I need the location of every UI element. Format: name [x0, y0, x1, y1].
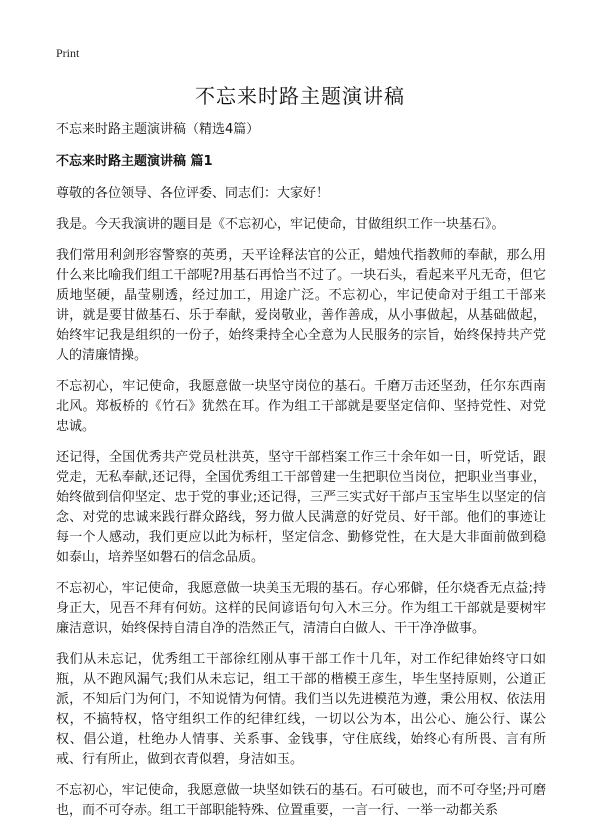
section-heading: 不忘来时路主题演讲稿 篇1: [56, 154, 213, 169]
paragraph: 还记得，全国优秀共产党员杜洪英，坚守干部档案工作三十余年如一日，听党话，跟党走，无私奉献,还记得，全国优秀组工干部曾建一生把职位当岗位，把职业当事业，始终做到信仰坚定、忠于党的事业;还记得，三严三实式好干部卢玉宝毕生以坚定的信念、对党的忠诚来践行群众路线，努力做人民满意的好党员、好干部。他们的事迹让每一个人感动，我们更应以此为标杆，坚定信念、勤修党性，在大是大非面前做到稳如泰山，培养坚如磐石的信念品质。: [56, 450, 546, 565]
paragraph: 不忘初心，牢记使命，我愿意做一块坚守岗位的基石。千磨万击还坚劲，任尔东西南北风。郑板桥的《竹石》犹然在耳。作为组工干部就是要坚定信仰、坚持党性、对党忠诚。: [56, 379, 546, 434]
paragraph: 不忘初心，牢记使命，我愿意做一块坚如铁石的基石。石可破也，而不可夺坚;丹可磨也，而不可夺赤。组工干部职能特殊、位置重要，一言一行、一举一动都关系: [56, 783, 546, 818]
paragraph: 不忘初心，牢记使命，我愿意做一块美玉无瑕的基石。存心邪僻，任尔烧香无点益;持身正大，见吾不拜有何妨。这样的民间谚语句句入木三分。作为组工干部就是要树牢廉洁意识，始终保持自清自净的浩然正气，清清白白做人、干干净净做事。: [56, 581, 546, 636]
document-subtitle: 不忘来时路主题演讲稿（精选4篇）: [56, 122, 260, 137]
print-label[interactable]: Print: [56, 46, 80, 60]
paragraph: 我们常用利剑形容警察的英勇，天平诠释法官的公正，蜡烛代指教师的奉献，那么用什么来比喻我们组工干部呢?用基石再恰当不过了。一块石头，看起来平凡无奇，但它质地坚硬，晶莹剔透，经过加工，用途广泛。不忘初心，牢记使命对于组工干部来讲，就是要甘做基石、乐于奉献，爱岗敬业，善作善成，从小事做起，从基础做起，始终牢记我是组织的一份子，始终秉持全心全意为人民服务的宗旨，始终保持共产党人的清廉情操。: [56, 248, 546, 363]
document-body: [56, 120, 546, 832]
paragraph: 尊敬的各位领导、各位评委、同志们：大家好！: [56, 186, 330, 201]
paragraph: 我是。今天我演讲的题目是《不忘初心，牢记使命，甘做组织工作一块基石》。: [56, 217, 505, 232]
paragraph: 我们从未忘记，优秀组工干部徐红刚从事干部工作十几年，对工作纪律始终守口如瓶，从不跑风漏气;我们从未忘记，组工干部的楷模王彦生，毕生坚持原则，公道正派，不知后门为何门，不知说情为何情。我们当以先进模范为遵，秉公用权、依法用权，不搞特权，恪守组织工作的纪律红线，一切以公为本，出公心、施公行、谋公权、倡公道，杜绝办人情事、关系事、金钱事，守住底线，始终心有所畏、言有所戒、行有所止，做到衣青似碧，身洁如玉。: [56, 652, 546, 767]
document-title: 不忘来时路主题演讲稿: [195, 84, 405, 108]
